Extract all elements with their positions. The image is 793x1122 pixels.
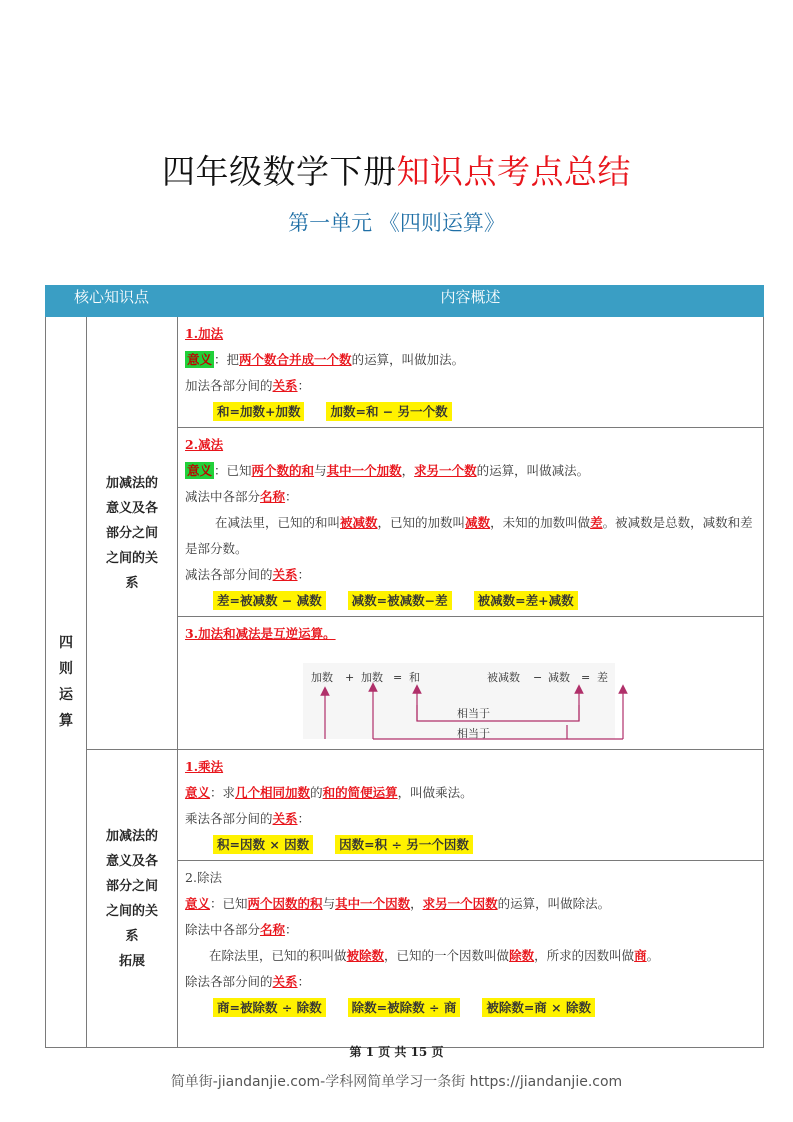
topic-cell-add-sub <box>87 317 178 750</box>
formula-highlight: 减数=被减数−差 <box>348 591 452 610</box>
text: ：求 <box>210 785 236 800</box>
page-number: 第 1 页 共 15 页 <box>349 1045 444 1059</box>
text: ：已知 <box>214 463 252 478</box>
title-black: 四年级数学下册 <box>162 152 397 191</box>
diagram-left-4: 和 <box>409 671 421 684</box>
topic-line: 意义及各 <box>106 853 159 869</box>
keyword: 名称 <box>260 489 286 504</box>
division-description <box>185 943 757 969</box>
formula-highlight: 被减数=差+减数 <box>474 591 578 610</box>
text: 的运算，叫做除法。 <box>497 896 611 911</box>
text: 加法各部分间的 <box>185 378 273 393</box>
multiplication-cell <box>178 750 764 861</box>
multiplication-heading: 1.乘法 <box>185 759 224 774</box>
topic-line: 加减法的 <box>106 828 159 844</box>
text: ： <box>297 811 311 826</box>
text: ： <box>297 567 311 582</box>
subtraction-description <box>185 510 757 562</box>
keyword: 减数 <box>465 515 491 530</box>
formula-highlight: 除数=被除数 ÷ 商 <box>348 998 461 1017</box>
inverse-heading: 3.加法和减法是互逆运算。 <box>185 626 336 641</box>
diagram-right-4: 差 <box>597 671 609 684</box>
meaning-term: 意义 <box>185 785 211 800</box>
text: 的运算，叫做加法。 <box>351 352 465 367</box>
text: ， <box>410 896 423 911</box>
diagram-right-3: = <box>581 671 591 684</box>
table-row <box>46 317 764 428</box>
unit-char: 四 <box>59 635 73 651</box>
keyword: 和的简便运算 <box>322 785 398 800</box>
text: 乘法各部分间的 <box>185 811 273 826</box>
header-content-overview: 内容概述 <box>178 286 764 317</box>
addition-cell <box>178 317 764 428</box>
keyword: 关系 <box>272 378 298 393</box>
diagram-left-1: + <box>345 671 355 684</box>
inverse-diagram <box>185 647 757 740</box>
addition-heading: 1.加法 <box>185 326 224 341</box>
division-cell <box>178 861 764 1048</box>
meaning-term: 意义 <box>187 463 213 478</box>
text: 的运算，叫做减法。 <box>476 463 590 478</box>
text: 在除法里，已知的积叫做 <box>209 948 347 963</box>
text: 在减法里，已知的和叫 <box>215 515 341 530</box>
subtraction-cell <box>178 428 764 617</box>
keyword: 两个因数的积 <box>247 896 323 911</box>
text: 除法各部分间的 <box>185 974 273 989</box>
knowledge-table <box>45 285 764 1048</box>
formula-highlight: 商=被除数 ÷ 除数 <box>213 998 326 1017</box>
diagram-left-2: 加数 <box>361 671 384 684</box>
diagram-left-0: 加数 <box>311 671 334 684</box>
meaning-term: 意义 <box>187 352 213 367</box>
text: ，已知的加数叫 <box>377 515 466 530</box>
text: ， <box>401 463 415 478</box>
keyword: 两个数的和 <box>251 463 315 478</box>
site-footer: 简单街-jiandanjie.com-学科网简单学习一条街 https://jiandanjie.com <box>170 1074 623 1090</box>
keyword: 几个相同加数 <box>235 785 311 800</box>
topic-line: 部分之间 <box>106 525 159 541</box>
topic-line: 之间的关 <box>106 903 159 919</box>
topic-line: 意义及各 <box>106 500 159 516</box>
diagram-label-2: 相当于 <box>457 727 491 740</box>
formula-highlight: 和=加数+加数 <box>213 402 304 421</box>
topic-cell-extension <box>87 750 178 1048</box>
keyword: 差 <box>590 515 603 530</box>
text: 减法中各部分 <box>185 489 261 504</box>
keyword: 关系 <box>272 811 298 826</box>
text: ： <box>285 922 298 937</box>
text: ：已知 <box>210 896 248 911</box>
topic-line: 系 <box>125 575 139 591</box>
text: ，所求的因数叫做 <box>534 948 635 963</box>
formula-highlight: 积=因数 × 因数 <box>213 835 313 854</box>
unit-char: 则 <box>59 661 73 677</box>
keyword: 求另一个因数 <box>422 896 498 911</box>
text: 与 <box>322 896 336 911</box>
table-row <box>46 750 764 861</box>
text: 与 <box>314 463 327 478</box>
text: ： <box>297 378 311 393</box>
topic-line: 部分之间 <box>106 878 159 894</box>
text: ，叫做乘法。 <box>397 785 473 800</box>
header-core-points: 核心知识点 <box>46 286 178 317</box>
keyword: 名称 <box>260 922 286 937</box>
formula-highlight: 加数=和 − 另一个数 <box>326 402 451 421</box>
formula-highlight: 差=被减数 − 减数 <box>213 591 326 610</box>
topic-line: 拓展 <box>119 953 146 969</box>
text: ： <box>297 974 311 989</box>
diagram-left-3: = <box>393 671 403 684</box>
text: ： <box>285 489 298 504</box>
keyword: 两个数合并成一个数 <box>239 352 352 367</box>
unit-char: 算 <box>59 713 73 729</box>
document-title <box>0 146 793 193</box>
keyword: 其中一个加数 <box>326 463 402 478</box>
table-header-row <box>46 286 764 317</box>
topic-line: 之间的关 <box>106 550 159 566</box>
text: ，未知的加数叫做 <box>490 515 591 530</box>
formula-highlight: 被除数=商 × 除数 <box>482 998 595 1017</box>
keyword: 商 <box>634 948 647 963</box>
unit-subtitle: 第一单元 《四则运算》 <box>288 211 505 235</box>
division-heading: 2.除法 <box>185 870 222 885</box>
keyword: 关系 <box>272 567 298 582</box>
text: 。被减数是总数，减数和差是部分数。 <box>185 515 753 556</box>
formula-highlight: 因数=积 ÷ 另一个因数 <box>335 835 473 854</box>
keyword: 关系 <box>272 974 298 989</box>
diagram-right-2: 减数 <box>548 671 571 684</box>
text: 减法各部分间的 <box>185 567 273 582</box>
title-red: 知识点考点总结 <box>396 152 631 191</box>
diagram-right-0: 被减数 <box>487 671 521 684</box>
diagram-label-1: 相当于 <box>457 707 491 720</box>
inverse-diagram-svg <box>185 651 757 741</box>
text: 除法中各部分 <box>185 922 261 937</box>
keyword: 被减数 <box>340 515 378 530</box>
topic-line: 系 <box>125 928 139 944</box>
text: ，已知的一个因数叫做 <box>384 948 510 963</box>
keyword: 其中一个因数 <box>335 896 411 911</box>
diagram-right-1: − <box>533 671 543 684</box>
meaning-term: 意义 <box>185 896 211 911</box>
inverse-cell <box>178 617 764 750</box>
text: ：把 <box>214 352 240 367</box>
keyword: 求另一个数 <box>414 463 477 478</box>
subtraction-heading: 2.减法 <box>185 437 224 452</box>
text: 。 <box>646 948 660 963</box>
unit-char: 运 <box>59 687 73 703</box>
keyword: 被除数 <box>346 948 385 963</box>
keyword: 除数 <box>509 948 535 963</box>
topic-line: 加减法的 <box>106 475 159 491</box>
unit-cell <box>46 317 87 1048</box>
text: 的 <box>310 785 323 800</box>
